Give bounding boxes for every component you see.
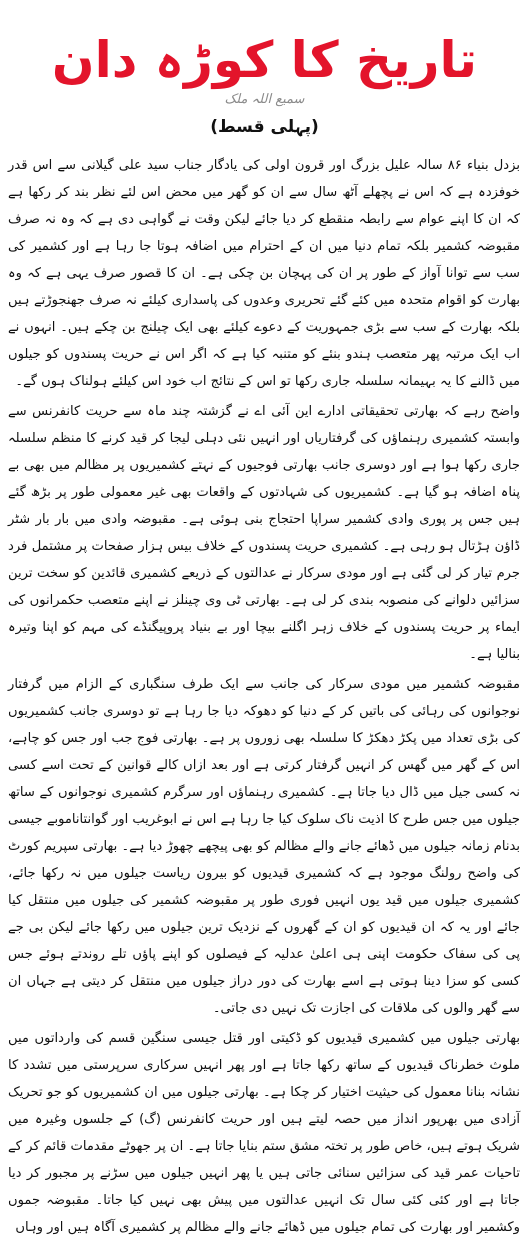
paragraph: مقبوضہ کشمیر میں مودی سرکار کی جانب سے ایک طرف سنگباری کے الزام میں گرفتار نوجوانوں کی رہائی کی باتیں کر کے دنیا کو دھوکہ دیا جا رہا ہے تو دوسری جانب کشمیریوں کی بڑی تعداد میں پکڑ دھکڑ کا سلسلہ بھی زوروں پر ہے۔ بھارتی فوج جب اور جس کو چاہے، اس کے گھر میں گھس کر انہیں گرفتار کرتی ہے اور بعد ازاں کالے قوانین کے تحت اسے کسی نہ کسی جیل میں ڈال دیا جاتا ہے۔ کشمیری رہنماؤں اور سرگرم کشمیری نوجوانوں کے ساتھ جیلوں میں جس طرح کا اذیت ناک سلوک کیا جا رہا ہے اس نے ابوغریب اور گوانتاناموبے جیسی بدنام زمانہ جیلوں میں ڈھائے جانے والے مظالم کو بھی پیچھے چھوڑ دیا ہے۔ بھارتی سپریم کورٹ کی واضح رولنگ موجود ہے کہ کشمیری قیدیوں کو بیرون ریاست جیلوں میں نہ رکھا جائے، کشمیری جیلوں میں قید یوں انہیں فوری طور پر مقبوضہ کشمیر کی جیلوں میں منتقل کیا جائے اور یہ کہ ان قیدیوں کو ان کے گھروں کے نزدیک ترین جیلوں میں رکھا جائے لیکن بی جے پی کی سفاک حکومت اپنی ہی اعلیٰ عدلیہ کے فیصلوں کو اپنے پاؤں تلے روندتے ہوئے جس کسی کو سزا دینا ہوتی ہے اسے بھارت کی دور دراز جیلوں میں منتقل کر دیتی ہے جہاں ان سے گھر والوں کی ملاقات کی اجازت تک نہیں دی جاتی۔ [8, 677, 520, 1016]
article-body [8, 152, 520, 1241]
author-byline: سمیع اللہ ملک [224, 92, 305, 107]
paragraph: واضح رہے کہ بھارتی تحقیقاتی ادارے این آئی اے نے گزشتہ چند ماہ سے حریت کانفرنس سے وابستہ کشمیری رہنماؤں کی گرفتاریاں اور انہیں نئی دہلی لیجا کر قید کرنے کا منظم سلسلہ جاری رکھا ہوا ہے اور دوسری جانب بھارتی فوجیوں کے نہتے کشمیریوں پر مظالم میں بھی بے پناہ اضافہ ہو گیا ہے۔ کشمیریوں کی شہادتوں کے واقعات بھی غیر معمولی طور پر بڑھ گئے ہیں جس پر پوری وادی کشمیر سراپا احتجاج بنی ہوئی ہے۔ مقبوضہ وادی میں بار بار شٹر ڈاؤن ہڑتال ہو رہی ہے۔ کشمیری حریت پسندوں کے خلاف بیس ہزار صفحات پر مشتمل فرد جرم تیار کر لی گئی ہے اور مودی سرکار نے عدالتوں کے ذریعے کشمیری قائدین کو سخت ترین سزائیں دلوانے کی منصوبہ بندی کر لی ہے۔ بھارتی ٹی وی چینلز نے اپنے متعصب حکمرانوں کی ایماء پر حریت پسندوں کے خلاف زہر اگلنے بیچا اور بے بنیاد پروپیگنڈے کی مہم کو اپنا وتیرہ بنالیا ہے۔ [8, 404, 520, 662]
article-title: تاریخ کا کوڑہ دان [51, 31, 478, 89]
paragraph: بھارتی جیلوں میں کشمیری قیدیوں کو ڈکیتی اور قتل جیسی سنگین قسم کی وارداتوں میں ملوث خطرناک قیدیوں کے ساتھ رکھا جاتا ہے اور پھر انہیں سرکاری سرپرستی میں تشدد کا نشانہ بنانا معمول کی حیثیت اختیار کر چکا ہے۔ بھارتی جیلوں میں ان کشمیریوں کو جو تحریک آزادی میں بھرپور انداز میں حصہ لیتے ہیں اور حریت کانفرنس (گ) کے جلسوں وغیرہ میں شریک ہوتے ہیں، خاص طور پر تختہ مشق ستم بنایا جاتا ہے۔ ان پر جھوٹے مقدمات قائم کر کے تاحیات عمر قید کی سزائیں سنائی جاتی ہیں یا پھر انہیں جیلوں میں سڑنے پر مجبور کر دیا جاتا ہے اور کئی کئی سال تک انہیں عدالتوں میں پیش بھی نہیں کیا جاتا۔ مقبوضہ جموں وکشمیر اور بھارت کی تمام جیلوں میں ڈھائے جانے والے مظالم پر کشمیری آگاہ ہیں اور وہاں [8, 1031, 520, 1235]
paragraph: بزدل بنیاء ۸۶ سالہ علیل بزرگ اور قرون اولی کی یادگار جناب سید علی گیلانی سے اس قدر خوفزدہ ہے کہ اس نے پچھلے آٹھ سال سے ان کو گھر میں محض اس لئے نظر بند کر رکھا ہے کہ ان کا اپنے عوام سے رابطہ منقطع کر دیا جائے لیکن وقت نے گواہی دی ہے کہ وہ نہ صرف مقبوضہ کشمیر بلکہ تمام دنیا میں ان کے احترام میں اضافہ ہوتا جا رہا ہے اور کشمیر کی سب سے توانا آواز کے طور پر ان کی پہچان بن چکی ہے۔ ان کا قصور صرف یہی ہے کہ وہ بھارت کو اقوام متحدہ میں کئے گئے تحریری وعدوں کی پاسداری کیلئے نہ صرف جھنجوڑتے ہیں بلکہ بھارت کے سب سے بڑی جمہوریت کے دعوے کیلئے بھی ایک چیلنج بن چکے ہیں۔ انہوں نے اب ایک مرتبہ پھر متعصب ہندو بنئے کو متنبہ کیا ہے کہ اگر اس نے حریت پسندوں کو جیلوں میں ڈالنے کا یہ بہیمانہ سلسلہ جاری رکھا تو اس کے نتائج اب خود اس کیلئے ہولناک ہوں گے۔ [8, 158, 520, 389]
part-label: (پہلی قسط) [210, 117, 319, 137]
